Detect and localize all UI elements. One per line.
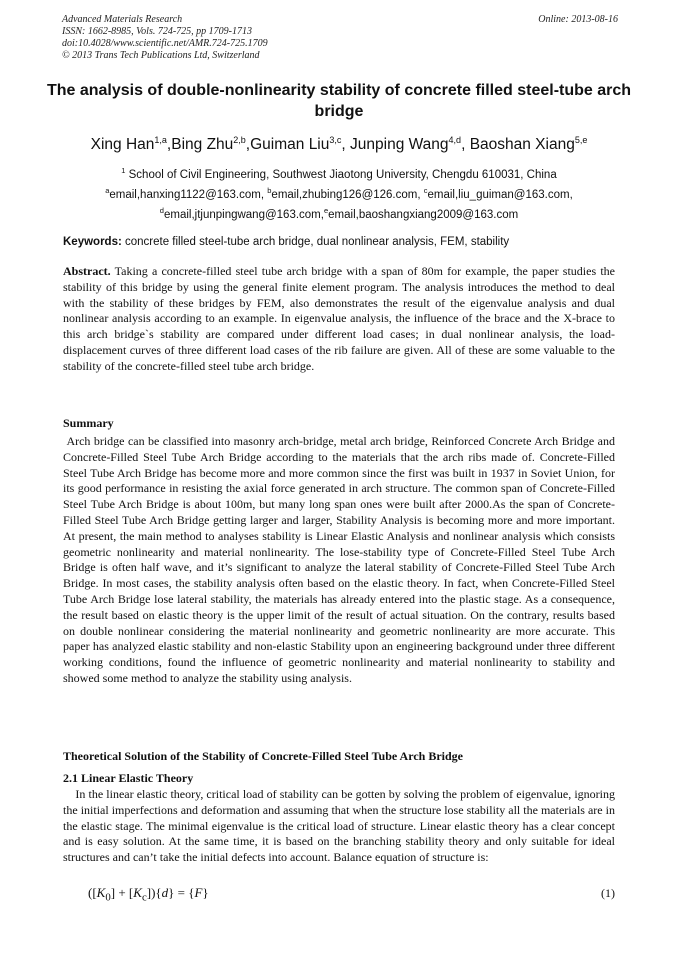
author-sup: 3,c [329, 135, 342, 145]
email-address: email,hanxing1122@163.com [109, 188, 261, 201]
journal-header [62, 14, 618, 62]
email-address: email,jtjunpingwang@163.com [163, 208, 321, 221]
journal-issn: ISSN: 1662-8985, Vols. 724-725, pp 1709-1713 [62, 26, 252, 37]
eq-f: F [194, 885, 203, 900]
email-address: email,zhubing126@126.com [271, 188, 418, 201]
keywords [63, 235, 615, 250]
email-address: email,baoshangxiang2009@163.com [328, 208, 519, 221]
eq-k0: K [96, 885, 106, 900]
equation-number: (1) [601, 886, 615, 900]
abstract-label: Abstract. [63, 264, 111, 278]
abstract [63, 264, 615, 375]
abstract-text: Taking a concrete-filled steel tube arch bridge with a span of 80m for example, the paper studies the stability of this bridge by using the general finite element program. The analysis introduces the method to deal with the stability of these bridges by FEM, also demonstrates the result of the eigenvalue analysis and dual nonlinear analysis according to an example. In eigenvalue analysis, the influence of the brace and the X-brace to this arch bridge`s stability are compared under different load cases; in dual nonlinear analysis, the load-displacement curves of three different load cases of the rib failure are given. All of these are some valuable to the stability of the concrete-filled steel tube arch bridge. [63, 264, 615, 373]
email-sup: a [105, 186, 110, 195]
affiliation [30, 163, 648, 183]
email-list: $^a$email,hanxing1122@163.com, $^b$email,zhubing126@126.com, $^c$email,liu_guiman@163.com, $^d$email,jtjunpingwang@163.com,$^e$email,baoshangxiang2009@163.com [105, 186, 573, 221]
eq-k0-sub: 0 [105, 891, 111, 904]
journal-copyright: © 2013 Trans Tech Publications Ltd, Switzerland [62, 50, 260, 61]
author-name: Xing Han [90, 136, 155, 154]
summary-heading: Summary [63, 416, 114, 430]
author-sup: 1,a [154, 135, 167, 145]
author-name: Guiman Liu [250, 136, 330, 154]
journal-doi: doi:10.4028/www.scientific.net/AMR.724-725.1709 [62, 38, 268, 49]
email-sup: e [323, 205, 329, 215]
keywords-text: concrete filled steel-tube arch bridge, dual nonlinear analysis, FEM, stability [125, 236, 510, 248]
journal-name: Advanced Materials Research [62, 14, 183, 25]
author-sup: 5,e [574, 135, 588, 145]
online-date: Online: 2013-08-16 [538, 14, 618, 25]
affiliation-sup: 1 [121, 166, 126, 175]
summary-paragraph: Arch bridge can be classified into masonry arch-bridge, metal arch bridge, Reinforced Concrete Arch Bridge and Concrete-Filled Steel Tube Arch Bridge according to the materials that the arch ribs made of. Concrete-Filled Steel Tube Arch Bridge has become more and more common since the first was built in 1937 in Soviet Union, for its good performance in resisting the axial force generated in arch structure. The common span of Concrete-Filled Steel Tube Arch Bridge is about 100m, but many long span ones were built after 2000.As the span of Concrete-Filled Steel Tube Arch Bridge getting larger and larger, Stability Analysis is becoming more and more important. At present, the main method to analyses stability is Linear Elastic Analysis and nonlinear analysis which consists geometric nonlinearity and material nonlinearity. The lose-stability type of Concrete-Filled Steel Tube Arch Bridge is often half wave, and it’s significant to analyze the lateral stability of Concrete-Filled Steel Tube Arch Bridge. In most cases, the stability analysis often based on the elastic theory. In fact, when Concrete-Filled Steel Tube Arch Bridge lose lateral stability, the materials has already entered into the plastic stage. As a consequence, the result based on elastic theory is the upper limit of the result of actual situation. On the contrary, results based on double nonlinear considering the material nonlinearity and geometric nonlinearity are more accurate. This paper has analyzed elastic stability and non-elastic Stability upon an engineering background under three different working conditions, found the influence of geometric nonlinearity and material nonlinearity to stability and showed some method to analyze the stability using analysis. [63, 434, 615, 685]
author-name: Baoshan Xiang [469, 136, 575, 154]
email-sup: c [423, 186, 428, 195]
summary-text [63, 434, 615, 687]
author-list: Xing Han$^{1,a}$,Bing Zhu$^{2,b}$,Guiman Liu$^{3,c}$, Junping Wang$^{4,d}$, Baoshan Xiang$^{5,e}$ [90, 135, 588, 154]
email-sup: b [267, 186, 272, 195]
keywords-label: Keywords: [63, 236, 122, 248]
eq-d: d [161, 885, 169, 900]
email-sup: d [159, 205, 164, 215]
email-address: email,liu_guiman@163.com [427, 188, 570, 201]
author-sup: 4,d [448, 135, 462, 145]
linear-elastic-heading: 2.1 Linear Elastic Theory [63, 771, 194, 785]
linear-elastic-text [63, 787, 615, 866]
author-name: Junping Wang [350, 136, 449, 154]
eq-kc-sub: c [141, 891, 147, 904]
eq-kc: K [133, 885, 142, 900]
balance-equation: $([K_0] + [K_c])\{d\} = \{F\}$ [88, 885, 209, 904]
affiliation-text: School of Civil Engineering, Southwest Jiaotong University, Chengdu 610031, China [128, 168, 557, 181]
theory-heading: Theoretical Solution of the Stability of Concrete-Filled Steel Tube Arch Bridge [63, 749, 463, 763]
author-sup: 2,b [233, 135, 246, 145]
linear-elastic-paragraph: In the linear elastic theory, critical load of stability can be gotten by solving the problem of eigenvalue, ignoring the initial imperfections and deformation and assuming that when the structure lose stability all the materials are in the elastic stage. The minimal eigenvalue is the critical load of structure. Linear elastic theory has a clear concept and is easy solution. At the same time, it is based on the branching stability theory and only suitable for ideal structures and can’t take the initial defects into account. Balance equation of structure is: [63, 787, 616, 865]
paper-title: The analysis of double-nonlinearity stability of concrete filled steel-tube arch bridge [46, 82, 632, 120]
author-name: Bing Zhu [171, 136, 234, 154]
